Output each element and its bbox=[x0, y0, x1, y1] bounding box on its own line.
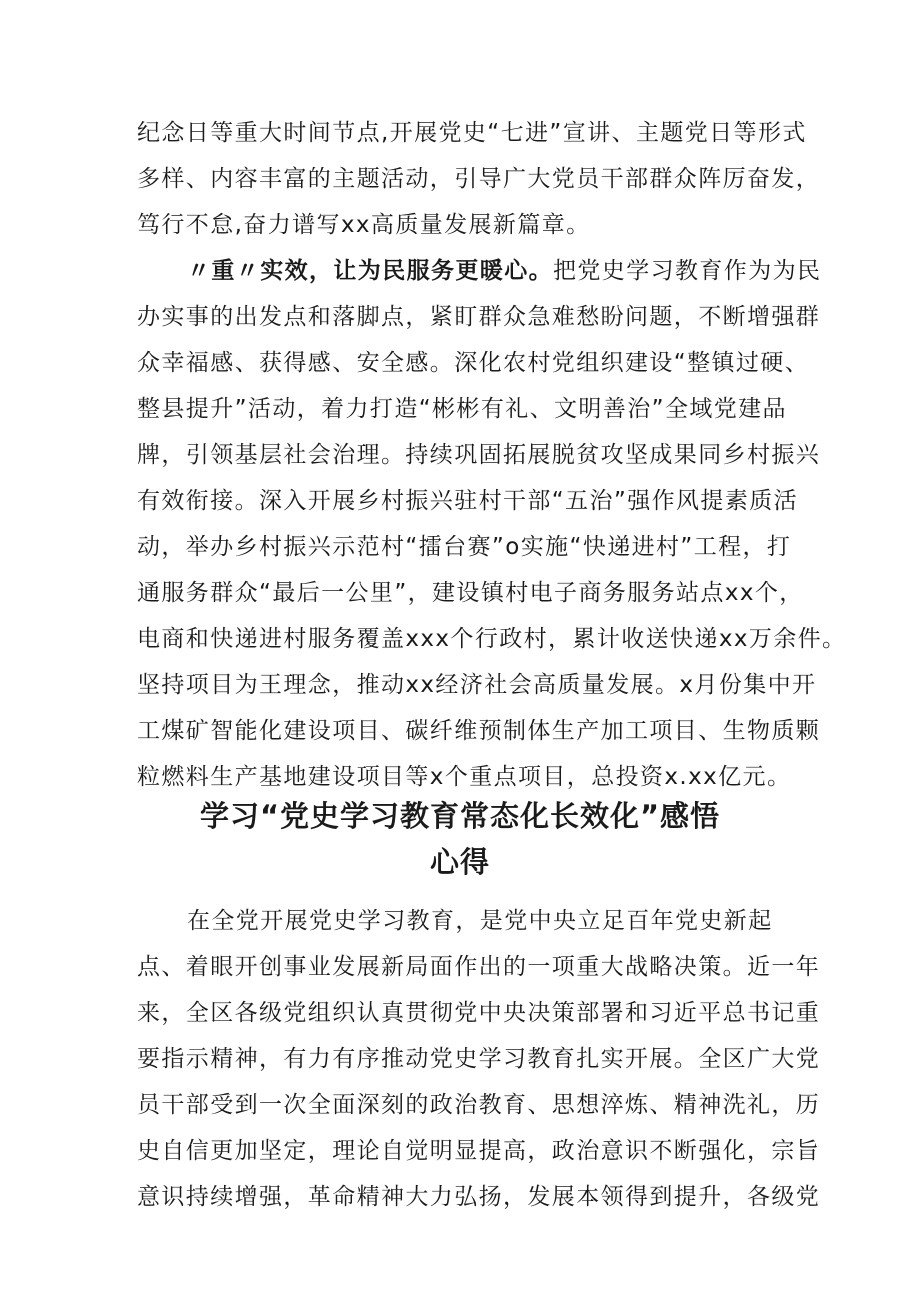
paragraph-3-line-7: 意识持续增强，革命精神大力弘扬，发展本领得到提升，各级党 bbox=[137, 1184, 821, 1210]
paragraph-2-line-10: 坚持项目为王理念，推动xx经济社会高质量发展。x月份集中开 bbox=[137, 672, 817, 698]
paragraph-2-line-1 bbox=[187, 256, 821, 286]
paragraph-2-line-2: 办实事的出发点和落脚点，紧盯群众急难愁盼问题，不断增强群 bbox=[137, 304, 821, 330]
paragraph-2-line-9: 电商和快递进村服务覆盖xxx个行政村，累计收送快递xx万余件。 bbox=[137, 626, 847, 652]
paragraph-2-heading: 〃重〃实效，让为民服务更暖心。 bbox=[187, 258, 553, 284]
paragraph-3-line-5: 员干部受到一次全面深刻的政治教育、思想淬炼、精神洗礼，历 bbox=[137, 1092, 821, 1118]
paragraph-2-line-3: 众幸福感、获得感、安全感。深化农村党组织建设“整镇过硬、 bbox=[137, 350, 810, 376]
paragraph-3-line-2: 点、着眼开创事业发展新局面作出的一项重大战略决策。近一年 bbox=[137, 954, 821, 980]
paragraph-2-line-7: 动，举办乡村振兴示范村“擂台赛”o实施“快递进村”工程，打 bbox=[137, 534, 792, 560]
paragraph-1-line-1: 纪念日等重大时间节点,开展党史“七进”宣讲、主题党日等形式 bbox=[137, 120, 807, 146]
article-title-line-1: 学习“党史学习教育常态化长效化”感悟 bbox=[199, 799, 721, 833]
paragraph-2-line-6: 有效衔接。深入开展乡村振兴驻村干部“五治”强作风提素质活 bbox=[137, 488, 799, 514]
paragraph-2-first-line-rest: 把党史学习教育作为为民 bbox=[553, 258, 822, 284]
paragraph-3-line-3: 来，全区各级党组织认真贯彻党中央决策部署和习近平总书记重 bbox=[137, 1000, 821, 1026]
article-title-line-2: 心得 bbox=[429, 845, 490, 879]
paragraph-2-line-8: 通服务群众“最后一公里”，建设镇村电子商务服务站点xx个， bbox=[137, 580, 804, 606]
paragraph-2-line-11: 工煤矿智能化建设项目、碳纤维预制体生产加工项目、生物质颗 bbox=[137, 718, 821, 744]
paragraph-1-line-2: 多样、内容丰富的主题活动，引导广大党员干部群众阵厉奋发， bbox=[137, 166, 821, 192]
paragraph-2-line-4: 整县提升”活动，着力打造“彬彬有礼、文明善治”全域党建品 bbox=[137, 396, 787, 422]
paragraph-3-line-6: 史自信更加坚定，理论自觉明显提高，政治意识不断强化，宗旨 bbox=[137, 1138, 821, 1164]
paragraph-3-line-1: 在全党开展党史学习教育，是党中央立足百年党史新起 bbox=[187, 908, 773, 934]
paragraph-3-line-4: 要指示精神，有力有序推动党史学习教育扎实开展。全区广大党 bbox=[137, 1046, 821, 1072]
paragraph-2-line-5: 牌，引领基层社会治理。持续巩固拓展脱贫攻坚成果同乡村振兴 bbox=[137, 442, 821, 468]
paragraph-2-line-12: 粒燃料生产基地建设项目等x个重点项目，总投资x.xx亿元。 bbox=[137, 764, 792, 790]
paragraph-1-line-3: 笃行不怠,奋力谱写xx高质量发展新篇章。 bbox=[137, 212, 591, 238]
